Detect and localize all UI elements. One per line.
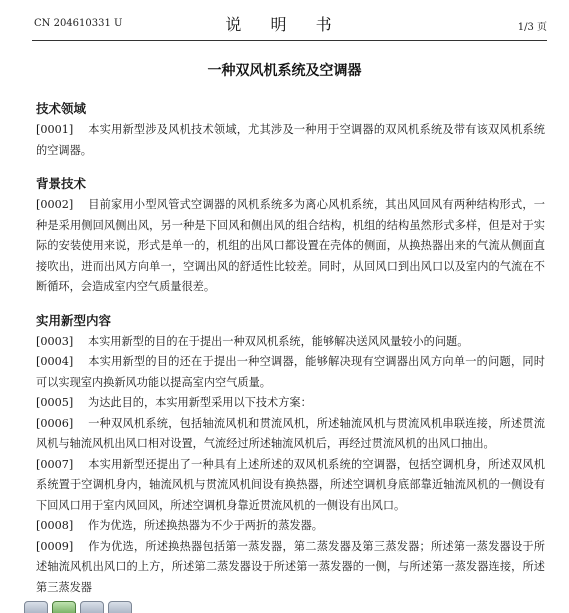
paragraph-number: [0004] <box>36 355 74 368</box>
app-icon[interactable] <box>52 601 76 613</box>
taskbar-strip <box>0 595 569 613</box>
paragraph-number: [0008] <box>36 519 74 532</box>
paragraph <box>36 393 545 414</box>
paragraph-text: 本实用新型的目的还在于提出一种空调器，能够解决现有空调器出风方向单一的问题，同时可以实现室内换新风功能以提高室内空气质量。 <box>36 355 545 389</box>
document-type: 说 明 书 <box>225 15 344 34</box>
page-indicator: 1/3 页 <box>517 22 547 33</box>
paragraph-text: 本实用新型的目的在于提出一种双风机系统，能够解决送风风量较小的问题。 <box>88 334 469 348</box>
paragraph-text: 目前家用小型风管式空调器的风机系统多为离心风机系统，其出风回风有两种结构形式，一种是采用侧回风侧出风，另一种是下回风和侧出风的组合结构，机组的结构虽然形式多样，但是对于实际的安装使用来说，形式是单一的，机组的出风口都设置在壳体的侧面，从换热器出来的气流从侧面直接吹出，进而出风方向单一，空调出风的舒适性比较差。同时，从回风口到出风口以及室内的气流在不断循环，会造成室内空气质量很差。 <box>36 198 545 293</box>
paragraph <box>36 332 545 353</box>
paragraph-text: 作为优选，所述换热器包括第一蒸发器，第二蒸发器及第三蒸发器；所述第一蒸发器设于所述轴流风机出风口的上方，所述第二蒸发器设于所述第一蒸发器的一侧，与所述第一蒸发器连接，所述第三蒸发器 <box>36 539 545 594</box>
section-heading: 背景技术 <box>36 176 87 191</box>
paragraph-text: 为达此目的，本实用新型采用以下技术方案： <box>88 396 312 409</box>
paragraph-number: [0002] <box>36 198 74 211</box>
app-icon[interactable] <box>108 601 132 613</box>
document-body <box>36 98 545 598</box>
paragraph <box>36 455 545 517</box>
header-divider <box>32 40 547 41</box>
paragraph <box>36 516 545 537</box>
patent-number: CN 204610331 U <box>34 18 123 29</box>
paragraph-number: [0005] <box>36 396 74 409</box>
paragraph <box>36 195 545 298</box>
document-title: 一种双风机系统及空调器 <box>207 63 362 79</box>
app-icon[interactable] <box>80 601 104 613</box>
section-heading: 技术领域 <box>36 101 87 116</box>
paragraph-number: [0003] <box>36 334 74 348</box>
paragraph-number: [0007] <box>36 457 74 471</box>
paragraph-text: 作为优选，所述换热器为不少于两折的蒸发器。 <box>88 519 323 532</box>
paragraph-number: [0001] <box>36 123 74 136</box>
page-header <box>0 0 569 44</box>
paragraph-text: 本实用新型还提出了一种具有上述所述的双风机系统的空调器，包括空调机身，所述双风机系统置于空调机身内，轴流风机与贯流风机间设有换热器，所述空调机身底部靠近轴流风机的一侧设有下回风口用于室内风回风，所述空调机身靠近贯流风机的一侧设有出风口。 <box>36 457 545 512</box>
paragraph-number: [0006] <box>36 416 74 430</box>
paragraph-text: 本实用新型涉及风机技术领域，尤其涉及一种用于空调器的双风机系统及带有该双风机系统的空调器。 <box>36 123 545 157</box>
paragraph <box>36 537 545 599</box>
paragraph <box>36 120 545 161</box>
paragraph <box>36 414 545 455</box>
section-heading: 实用新型内容 <box>36 312 112 328</box>
paragraph <box>36 352 545 393</box>
paragraph-number: [0009] <box>36 539 74 553</box>
paragraph-text: 一种双风机系统，包括轴流风机和贯流风机，所述轴流风机与贯流风机串联连接，所述贯流风机与轴流风机出风口相对设置，气流经过所述轴流风机后，再经过贯流风机的出风口抽出。 <box>36 416 545 450</box>
app-icon[interactable] <box>24 601 48 613</box>
